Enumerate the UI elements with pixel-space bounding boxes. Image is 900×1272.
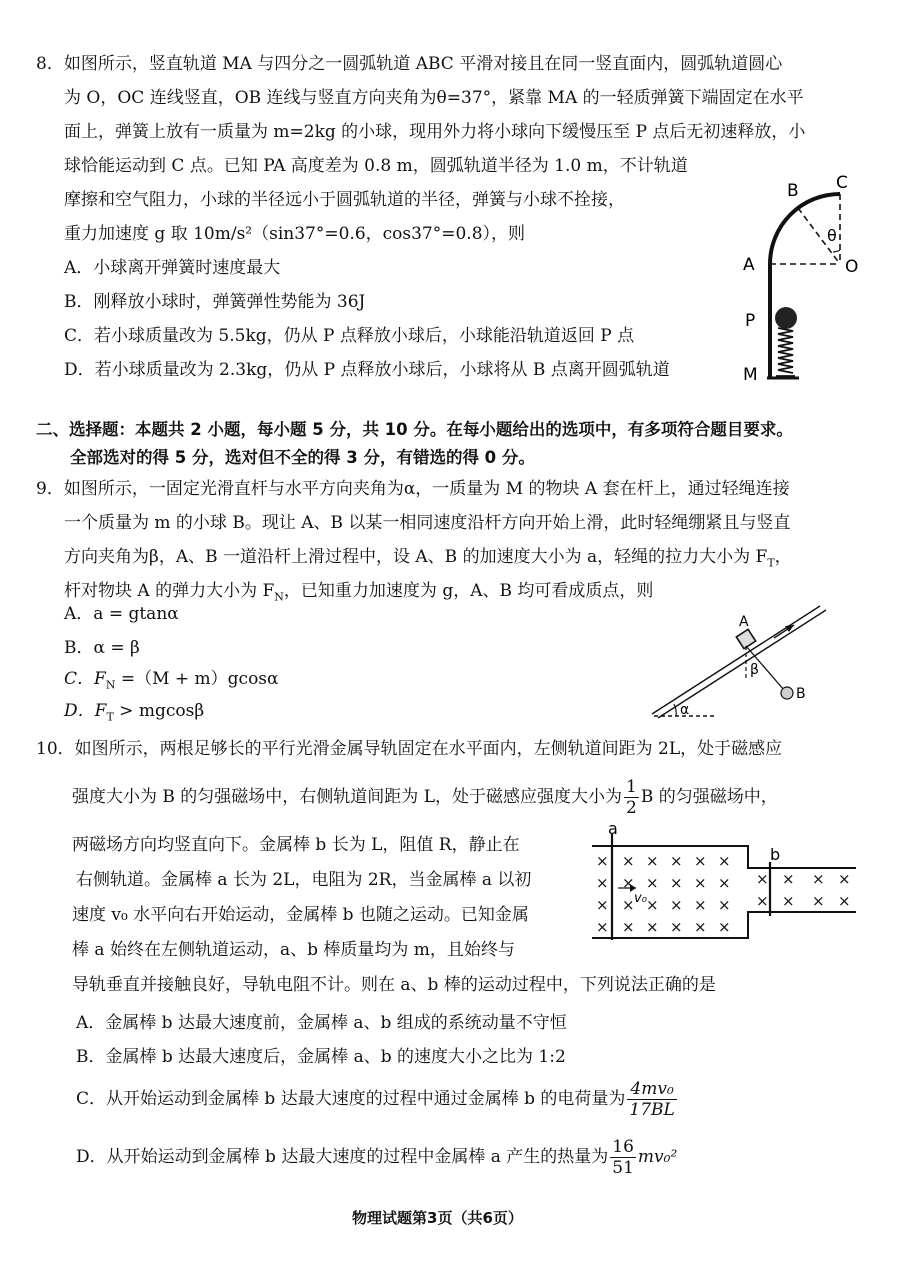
- q9-line-4-sub: N: [274, 590, 284, 604]
- q9-figure: [650, 602, 830, 722]
- q8-line-3: 面上，弹簧上放有一质量为 m=2kg 的小球，现用外力将小球向下缓慢压至 P 点后无初速释放，小: [64, 122, 806, 142]
- q10-half-num: 1: [626, 777, 637, 797]
- q9-label-a: A: [739, 614, 749, 630]
- field-cross-5: ×: [718, 852, 731, 870]
- q10-option-d-num: 16: [612, 1137, 634, 1157]
- q9-option-c-sub: N: [105, 678, 116, 692]
- q9-line-2: 一个质量为 m 的小球 B。现让 A、B 以某一相同速度沿杆方向开始上滑，此时轻绳绷紧且与竖直: [64, 513, 791, 533]
- q10-option-b: B．金属棒 b 达最大速度后，金属棒 a、b 的速度大小之比为 1:2: [76, 1047, 566, 1067]
- q10-option-a: A．金属棒 b 达最大速度前，金属棒 a、b 组成的系统动量不守恒: [76, 1013, 567, 1033]
- field-cross-0: ×: [596, 852, 609, 870]
- q10-option-d-fraction: [610, 1137, 636, 1178]
- q10-line-5: 速度 v₀ 水平向右开始运动，金属棒 b 也随之运动。已知金属: [72, 905, 529, 925]
- q9-line-3-end: ，: [774, 547, 792, 567]
- q10-line-6: 棒 a 始终在左侧轨道运动，a、b 棒质量均为 m，且始终与: [72, 940, 515, 960]
- q9-line-3-text: 方向夹角为β，A、B 一道沿杆上滑过程中，设 A、B 的加速度大小为 a，轻绳的拉力大小为 F: [64, 547, 768, 567]
- field-cross-8: ×: [646, 874, 659, 892]
- q10-option-d-den: 51: [612, 1158, 634, 1178]
- field-cross-2: ×: [646, 852, 659, 870]
- field-cross-25: ×: [782, 870, 795, 888]
- q9-line-1: 9．如图所示，一固定光滑直杆与水平方向夹角为α，一质量为 M 的物块 A 套在杆上，通过轻绳连接: [36, 479, 790, 499]
- field-cross-27: ×: [838, 870, 851, 888]
- field-cross-14: ×: [646, 896, 659, 914]
- q8-label-m: M: [743, 365, 758, 385]
- q10-label-v0: v₀: [634, 891, 647, 906]
- field-cross-24: ×: [756, 870, 769, 888]
- field-cross-20: ×: [646, 918, 659, 936]
- q9-option-d: [64, 699, 204, 729]
- field-cross-1: ×: [622, 852, 635, 870]
- q8-option-b: B．刚释放小球时，弹簧弹性势能为 36J: [64, 292, 366, 312]
- q10-option-c-text: C．从开始运动到金属棒 b 达最大速度的过程中通过金属棒 b 的电荷量为: [76, 1089, 626, 1109]
- q9-option-d-sub: T: [106, 710, 114, 724]
- q8-line-1: 8．如图所示，竖直轨道 MA 与四分之一圆弧轨道 ABC 平滑对接且在同一竖直面内，圆弧轨道圆心: [36, 54, 783, 74]
- field-cross-23: ×: [718, 918, 731, 936]
- q10-line-4: 右侧轨道。金属棒 a 长为 2L，电阻为 2R，当金属棒 a 以初: [76, 870, 532, 890]
- q10-line-1: 10．如图所示，两根足够长的平行光滑金属导轨固定在水平面内，左侧轨道间距为 2L，处于磁感应: [36, 739, 783, 759]
- field-cross-9: ×: [670, 874, 683, 892]
- q10-line-7: 导轨垂直并接触良好，导轨电阻不计。则在 a、b 棒的运动过程中，下列说法正确的是: [72, 975, 716, 995]
- q10-half-den: 2: [626, 798, 637, 818]
- q10-line-2a: 强度大小为 B 的匀强磁场中，右侧轨道间距为 L，处于磁感应强度大小为: [72, 787, 622, 807]
- q10-option-d: [76, 1134, 677, 1180]
- q9-option-d-text: D．F: [64, 701, 107, 721]
- q8-option-a: A．小球离开弹簧时速度最大: [64, 258, 281, 278]
- q8-label-b: B: [787, 181, 799, 201]
- q8-option-d: D．若小球质量改为 2.3kg，仍从 P 点释放小球后，小球将从 B 点离开圆弧轨道: [64, 360, 670, 380]
- q8-line-4: 球恰能运动到 C 点。已知 PA 高度差为 0.8 m，圆弧轨道半径为 1.0 m，不计轨道: [64, 156, 688, 176]
- q9-line-4-text: 杆对物块 A 的弹力大小为 F: [64, 581, 275, 601]
- section2-header-line1: 二、选择题：本题共 2 小题，每小题 5 分，共 10 分。在每小题给出的选项中，有多项符合题目要求。: [36, 420, 793, 439]
- field-cross-30: ×: [812, 892, 825, 910]
- q8-option-c: C．若小球质量改为 5.5kg，仍从 P 点释放小球后，小球能沿轨道返回 P 点: [64, 326, 635, 346]
- q8-label-theta: θ: [827, 226, 837, 245]
- q10-label-a: a: [608, 822, 618, 838]
- q9-line-3: [64, 545, 792, 575]
- q8-line-5: 摩擦和空气阻力，小球的半径远小于圆弧轨道的半径，弹簧与小球不拴接，: [64, 190, 625, 210]
- q10-option-c-fraction: [627, 1079, 676, 1120]
- field-cross-18: ×: [596, 918, 609, 936]
- q10-line-2b: B 的匀强磁场中，: [640, 787, 778, 807]
- field-cross-16: ×: [694, 896, 707, 914]
- field-cross-21: ×: [670, 918, 683, 936]
- q10-option-d-text: D．从开始运动到金属棒 b 达最大速度的过程中金属棒 a 产生的热量为: [76, 1147, 609, 1167]
- q8-label-c: C: [836, 173, 848, 193]
- q9-option-c-end: =（M + m）gcosα: [115, 669, 279, 689]
- q9-line-3-sub: T: [767, 556, 775, 570]
- field-cross-4: ×: [694, 852, 707, 870]
- field-cross-29: ×: [782, 892, 795, 910]
- q10-label-b: b: [770, 845, 781, 864]
- field-cross-26: ×: [812, 870, 825, 888]
- q10-option-d-tail: mv₀²: [637, 1147, 678, 1167]
- q9-label-beta: β: [750, 662, 759, 678]
- field-cross-13: ×: [622, 896, 635, 914]
- field-cross-6: ×: [596, 874, 609, 892]
- field-cross-22: ×: [694, 918, 707, 936]
- q8-line-6: 重力加速度 g 取 10m/s²（sin37°=0.6，cos37°=0.8），则: [64, 224, 526, 244]
- q9-option-d-end: > mgcosβ: [113, 701, 205, 721]
- q10-option-c-den: 17BL: [629, 1100, 675, 1120]
- q10-line-2: [72, 775, 778, 819]
- q10-figure: [590, 822, 860, 944]
- section2-header-line2: 全部选对的得 5 分，选对但不全的得 3 分，有错选的得 0 分。: [70, 448, 535, 467]
- q8-label-o: O: [845, 257, 859, 277]
- field-cross-31: ×: [838, 892, 851, 910]
- field-cross-12: ×: [596, 896, 609, 914]
- q10-line-3: 两磁场方向均竖直向下。金属棒 b 长为 L，阻值 R，静止在: [72, 835, 520, 855]
- field-cross-7: ×: [622, 874, 635, 892]
- page-footer: 物理试题第3页（共6页）: [352, 1209, 523, 1227]
- q10-half-fraction: [624, 777, 639, 818]
- q9-option-a: A．a = gtanα: [64, 604, 179, 624]
- q8-line-2: 为 O，OC 连线竖直，OB 连线与竖直方向夹角为θ=37°，紧靠 MA 的一轻质弹簧下端固定在水平: [64, 88, 804, 108]
- field-cross-19: ×: [622, 918, 635, 936]
- q9-option-c: [64, 667, 279, 697]
- field-cross-10: ×: [694, 874, 707, 892]
- q9-label-alpha: α: [680, 702, 690, 718]
- q8-figure: [735, 168, 875, 388]
- q9-line-4-end: ，已知重力加速度为 g，A、B 均可看成质点，则: [283, 581, 654, 601]
- q10-option-c-num: 4mv₀: [627, 1079, 676, 1100]
- q10-option-c: [76, 1076, 679, 1122]
- q8-label-a: A: [743, 255, 755, 275]
- q9-option-b: B．α = β: [64, 638, 140, 658]
- field-cross-28: ×: [756, 892, 769, 910]
- q8-label-p: P: [745, 311, 756, 331]
- field-cross-3: ×: [670, 852, 683, 870]
- field-cross-15: ×: [670, 896, 683, 914]
- field-cross-11: ×: [718, 874, 731, 892]
- field-cross-17: ×: [718, 896, 731, 914]
- q9-option-c-text: C．F: [64, 669, 106, 689]
- q9-label-b: B: [796, 686, 806, 702]
